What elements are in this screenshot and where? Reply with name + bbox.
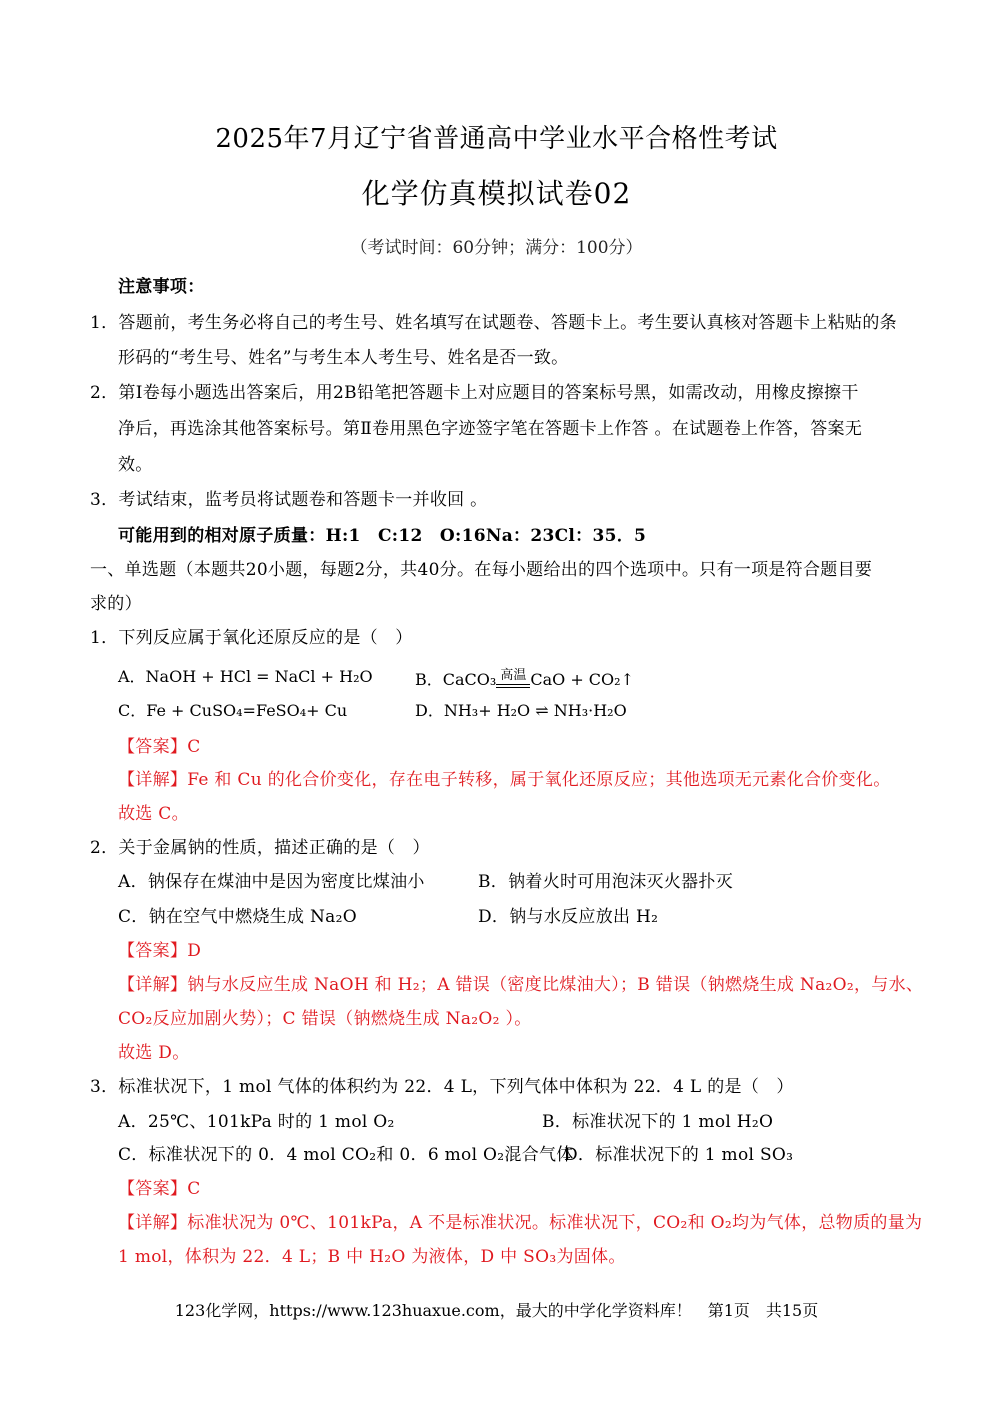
q3-option-a: A．25℃、101kPa 时的 1 mol O₂: [118, 1112, 395, 1132]
q1-option-b-condition: 高温: [496, 664, 530, 683]
q1-option-a: A．NaOH + HCl = NaCl + H₂O: [118, 667, 373, 686]
q1-option-c: C．Fe + CuSO₄=FeSO₄+ Cu: [118, 701, 348, 720]
exam-title: 2025年7月辽宁省普通高中学业水平合格性考试: [215, 124, 778, 154]
q2-stem: 2．关于金属钠的性质，描述正确的是（ ）: [90, 838, 430, 858]
q1-detail: 【详解】Fe 和 Cu 的化合价变化，存在电子转移，属于氧化还原反应；其他选项无元素化合价变化。: [118, 770, 891, 790]
q2-option-d: D．钠与水反应放出 H₂: [478, 907, 659, 927]
q3-detail-line-2: 1 mol，体积为 22．4 L；B 中 H₂O 为液体，D 中 SO₃为固体。: [118, 1247, 626, 1267]
note-1-line-1: 1．答题前，考生务必将自己的考生号、姓名填写在试题卷、答题卡上。考生要认真核对答题卡上粘贴的条: [90, 313, 897, 333]
q2-detail-line-2: CO₂反应加剧火势）；C 错误（钠燃烧生成 Na₂O₂ ）。: [118, 1009, 532, 1029]
exam-info: （考试时间：60分钟；满分：100分）: [350, 238, 643, 258]
q2-option-a: A．钠保存在煤油中是因为密度比煤油小: [118, 872, 425, 892]
note-2-line-3: 效。: [118, 455, 153, 475]
note-2-line-1: 2．第Ⅰ卷每小题选出答案后，用2B铅笔把答题卡上对应题目的答案标号黑，如需改动，用橡皮擦擦干: [90, 383, 859, 403]
q2-answer: 【答案】D: [118, 941, 202, 961]
notes-heading: 注意事项：: [118, 277, 205, 297]
note-3: 3．考试结束，监考员将试题卷和答题卡一并收回 。: [90, 490, 488, 510]
q1-option-b-product: CaO + CO₂↑: [530, 670, 634, 689]
q3-option-c: C．标准状况下的 0．4 mol CO₂和 0．6 mol O₂混合气体: [118, 1145, 574, 1165]
q2-detail-line-1: 【详解】钠与水反应生成 NaOH 和 H₂；A 错误（密度比煤油大）；B 错误（钠燃烧生成 Na₂O₂，与水、: [118, 975, 924, 995]
q3-option-d: D．标准状况下的 1 mol SO₃: [564, 1145, 794, 1165]
q1-option-b: [415, 664, 634, 690]
q3-answer: 【答案】C: [118, 1179, 201, 1199]
q2-choose: 故选 D。: [118, 1043, 190, 1063]
q2-option-c: C．钠在空气中燃烧生成 Na₂O: [118, 907, 357, 927]
q3-detail-line-1: 【详解】标准状况为 0℃、101kPa，A 不是标准状况。标准状况下，CO₂和 O₂均为气体，总物质的量为: [118, 1213, 923, 1233]
atomic-mass-info: 可能用到的相对原子质量：H:1 C:12 O:16Na：23Cl：35．5: [118, 526, 647, 546]
page-footer: 123化学网，https://www.123huaxue.com，最大的中学化学资料库！ 第1页 共15页: [174, 1301, 819, 1320]
q1-answer: 【答案】C: [118, 737, 201, 757]
q2-option-b: B．钠着火时可用泡沫灭火器扑灭: [478, 872, 733, 892]
q1-choose: 故选 C。: [118, 804, 189, 824]
section-heading-line-2: 求的）: [90, 594, 142, 614]
q3-option-b: B．标准状况下的 1 mol H₂O: [542, 1112, 774, 1132]
note-1-line-2: 形码的“考生号、姓名”与考生本人考生号、姓名是否一致。: [118, 348, 569, 368]
q1-option-d: D．NH₃+ H₂O ⇌ NH₃·H₂O: [415, 701, 627, 720]
section-heading-line-1: 一、单选题（本题共20小题，每题2分，共40分。在每小题给出的四个选项中。只有一项是符合题目要: [90, 560, 873, 580]
paper-title: 化学仿真模拟试卷02: [361, 177, 632, 210]
q1-option-b-reactant: B．CaCO₃: [415, 670, 497, 689]
q1-stem: 1．下列反应属于氧化还原反应的是（ ）: [90, 628, 413, 648]
note-2-line-2: 净后，再选涂其他答案标号。第Ⅱ卷用黑色字迹签字笔在答题卡上作答 。在试题卷上作答，答案无: [118, 419, 863, 439]
q3-stem: 3．标准状况下，1 mol 气体的体积约为 22．4 L，下列气体中体积为 22．4 L 的是（ ）: [90, 1077, 794, 1097]
